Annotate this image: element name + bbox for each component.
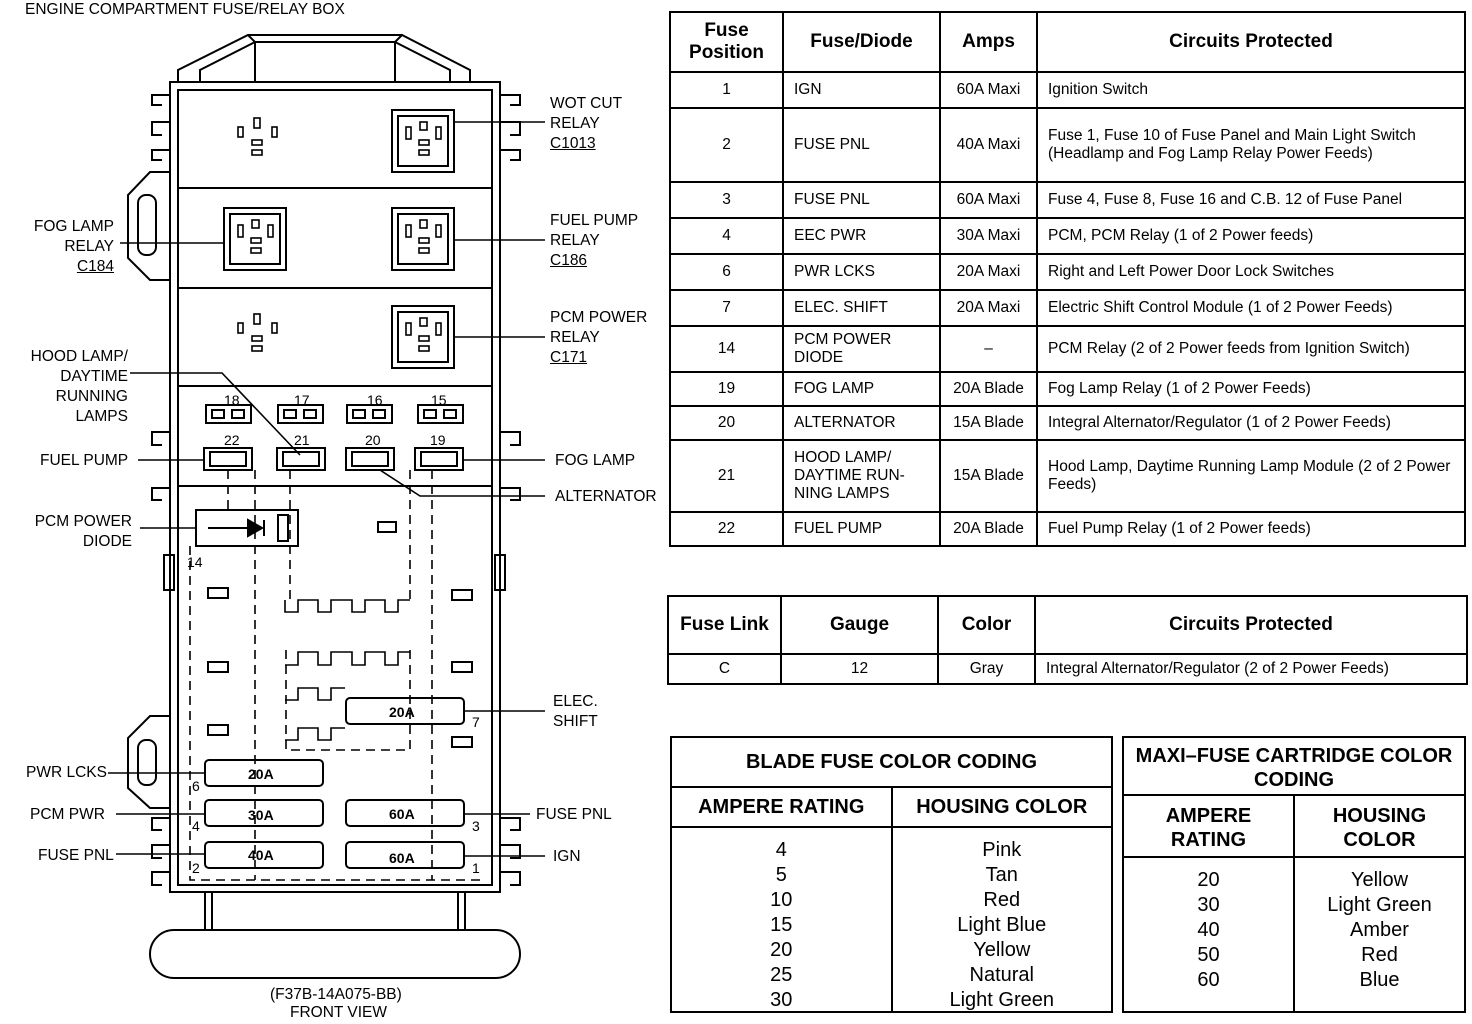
maxi-color: Blue <box>1359 969 1400 991</box>
amps-cell: 15A Blade <box>940 406 1037 440</box>
circuit-cell: Fuse 1, Fuse 10 of Fuse Panel and Main Light Switch (Headlamp and Fog Lamp Relay Power Feeds) <box>1037 108 1465 182</box>
fuse-diode-cell: ALTERNATOR <box>783 406 940 440</box>
fuse-table-header <box>670 12 1465 72</box>
blade-rating: 10 <box>770 889 793 911</box>
position-cell: 6 <box>670 254 783 290</box>
maxi-color: Light Green <box>1327 894 1432 916</box>
amps-cell: 20A Blade <box>940 372 1037 406</box>
maxi-rating-7: 20A <box>389 704 415 720</box>
table-row <box>670 406 1465 440</box>
pcm-power-relay-label: PCM POWER RELAY C171 <box>550 309 648 366</box>
maxi-rating-3: 60A <box>389 806 415 822</box>
blade-fuse-color-coding <box>670 736 1113 1013</box>
circuit-cell: Integral Alternator/Regulator (1 of 2 Power Feeds) <box>1037 406 1465 440</box>
blade-coding-title: BLADE FUSE COLOR CODING <box>672 738 1111 788</box>
header-gauge: Gauge <box>781 596 938 654</box>
amps-cell: 40A Maxi <box>940 108 1037 182</box>
amps-cell: 15A Blade <box>940 440 1037 512</box>
fuse-diode-cell: PCM POWER DIODE <box>783 326 940 372</box>
maxi-color-header: HOUSING COLOR <box>1295 796 1464 858</box>
maxi-rating-4: 30A <box>248 807 274 823</box>
wot-relay-label: WOT CUT RELAY C1013 <box>550 95 623 152</box>
circuit-cell: Fuse 4, Fuse 8, Fuse 16 and C.B. 12 of Fuse Panel <box>1037 182 1465 218</box>
header-amps: Amps <box>940 12 1037 72</box>
link-cell: C <box>668 654 781 684</box>
maxi-rating-1: 60A <box>389 850 415 866</box>
blade-color-header: HOUSING COLOR <box>893 788 1112 828</box>
fuel-pump-relay-label: FUEL PUMP RELAY C186 <box>550 212 639 269</box>
amps-cell: 60A Maxi <box>940 72 1037 108</box>
blade-rating: 25 <box>770 964 793 986</box>
fuse-diode-cell: EEC PWR <box>783 218 940 254</box>
circuit-cell: PCM, PCM Relay (1 of 2 Power feeds) <box>1037 218 1465 254</box>
maxi-color: Amber <box>1350 919 1409 941</box>
table-row <box>670 254 1465 290</box>
pwr-lcks-label: PWR LCKS <box>26 764 107 781</box>
circuit-cell: Fuel Pump Relay (1 of 2 Power feeds) <box>1037 512 1465 546</box>
slot-18: 18 <box>224 392 240 408</box>
table-row <box>668 654 1467 684</box>
elec-shift-label: ELEC. SHIFT <box>553 693 598 730</box>
view-label: FRONT VIEW <box>290 1004 388 1021</box>
table-row <box>670 440 1465 512</box>
maxi-fuse-color-coding <box>1122 736 1466 1013</box>
position-cell: 2 <box>670 108 783 182</box>
fuse-diode-cell: IGN <box>783 72 940 108</box>
circuit-cell: Ignition Switch <box>1037 72 1465 108</box>
maxi-rating: 50 <box>1197 944 1220 966</box>
amps-cell: 30A Maxi <box>940 218 1037 254</box>
blade-color: Tan <box>985 864 1018 886</box>
blade-colors-list <box>893 828 1112 1013</box>
fuse-position-table <box>669 11 1466 547</box>
slot-3: 3 <box>472 818 480 834</box>
table-row <box>670 108 1465 182</box>
slot-7: 7 <box>472 714 480 730</box>
header-circuits: Circuits Protected <box>1037 12 1465 72</box>
slot-17: 17 <box>294 392 310 408</box>
table-row <box>670 326 1465 372</box>
fuse-diode-cell: FOG LAMP <box>783 372 940 406</box>
alternator-label: ALTERNATOR <box>555 488 657 505</box>
fuse-diode-cell: FUSE PNL <box>783 182 940 218</box>
slot-6: 6 <box>192 778 200 794</box>
fuse-diode-cell: FUEL PUMP <box>783 512 940 546</box>
fuse-diode-cell: PWR LCKS <box>783 254 940 290</box>
table-row <box>670 290 1465 326</box>
blade-color: Light Green <box>949 989 1054 1011</box>
amps-cell: – <box>940 326 1037 372</box>
circuit-cell: Fog Lamp Relay (1 of 2 Power Feeds) <box>1037 372 1465 406</box>
header-color: Color <box>938 596 1035 654</box>
slot-1: 1 <box>472 860 480 876</box>
maxi-rating: 30 <box>1197 894 1220 916</box>
maxi-rating-6: 20A <box>248 766 274 782</box>
header-fuse-diode: Fuse/Diode <box>783 12 940 72</box>
table-row <box>670 182 1465 218</box>
position-cell: 7 <box>670 290 783 326</box>
pcm-power-diode-label: PCM POWER DIODE <box>34 513 132 550</box>
fuse-box-diagram <box>0 0 660 1024</box>
maxi-colors-list <box>1295 858 1464 993</box>
slot-22: 22 <box>224 432 240 448</box>
blade-color: Light Blue <box>957 914 1047 936</box>
maxi-color: Red <box>1361 944 1398 966</box>
maxi-ratings-list <box>1124 858 1293 993</box>
slot-16: 16 <box>367 392 383 408</box>
slot-14: 14 <box>187 554 203 570</box>
position-cell: 4 <box>670 218 783 254</box>
circuit-cell: Electric Shift Control Module (1 of 2 Power Feeds) <box>1037 290 1465 326</box>
fuse-diode-cell: FUSE PNL <box>783 108 940 182</box>
maxi-rating: 40 <box>1197 919 1220 941</box>
blade-rating: 30 <box>770 989 793 1011</box>
color-cell: Gray <box>938 654 1035 684</box>
amps-cell: 20A Maxi <box>940 290 1037 326</box>
circuit-cell: Integral Alternator/Regulator (2 of 2 Power Feeds) <box>1035 654 1467 684</box>
fuel-pump-label: FUEL PUMP <box>40 452 129 469</box>
link-table-header <box>668 596 1467 654</box>
blade-rating: 20 <box>770 939 793 961</box>
fuse-pnl-left-label: FUSE PNL <box>38 847 114 864</box>
maxi-coding-title: MAXI–FUSE CARTRIDGE COLOR CODING <box>1124 738 1464 796</box>
fuse-diode-cell: ELEC. SHIFT <box>783 290 940 326</box>
hood-lamp-label: HOOD LAMP/ DAYTIME RUNNING LAMPS <box>30 348 128 425</box>
blade-rating: 15 <box>770 914 793 936</box>
slot-4: 4 <box>192 818 200 834</box>
fuse-diode-cell: HOOD LAMP/ DAYTIME RUN- NING LAMPS <box>783 440 940 512</box>
table-row <box>670 512 1465 546</box>
maxi-color: Yellow <box>1350 869 1409 891</box>
maxi-rating: 20 <box>1197 869 1220 891</box>
position-cell: 21 <box>670 440 783 512</box>
slot-21: 21 <box>294 432 310 448</box>
slot-20: 20 <box>365 432 381 448</box>
part-number: (F37B-14A075-BB) <box>270 986 402 1003</box>
fog-lamp-label: FOG LAMP <box>555 452 636 469</box>
maxi-rating: 60 <box>1197 969 1220 991</box>
fuse-pnl-right-label: FUSE PNL <box>536 806 612 823</box>
slot-15: 15 <box>431 392 447 408</box>
pcm-pwr-label: PCM PWR <box>30 806 105 823</box>
blade-color: Pink <box>982 839 1022 861</box>
amps-cell: 20A Maxi <box>940 254 1037 290</box>
position-cell: 19 <box>670 372 783 406</box>
header-link-circuits: Circuits Protected <box>1035 596 1467 654</box>
blade-color: Yellow <box>973 939 1031 961</box>
circuit-cell: PCM Relay (2 of 2 Power feeds from Ignition Switch) <box>1037 326 1465 372</box>
position-cell: 20 <box>670 406 783 440</box>
header-fuse-position: Fuse Position <box>670 12 783 72</box>
fuse-link-table <box>667 595 1468 685</box>
amps-cell: 60A Maxi <box>940 182 1037 218</box>
table-row <box>670 372 1465 406</box>
fog-lamp-relay-label: FOG LAMP RELAY C184 <box>33 218 114 275</box>
amps-cell: 20A Blade <box>940 512 1037 546</box>
header-fuse-link: Fuse Link <box>668 596 781 654</box>
blade-rating: 4 <box>775 839 787 861</box>
gauge-cell: 12 <box>781 654 938 684</box>
table-row <box>670 72 1465 108</box>
blade-ampere-header: AMPERE RATING <box>672 788 891 828</box>
position-cell: 22 <box>670 512 783 546</box>
slot-19: 19 <box>430 432 446 448</box>
diagram-title: ENGINE COMPARTMENT FUSE/RELAY BOX <box>25 1 345 18</box>
slot-2: 2 <box>192 860 200 876</box>
ign-label: IGN <box>553 848 581 865</box>
circuit-cell: Hood Lamp, Daytime Running Lamp Module (2 of 2 Power Feeds) <box>1037 440 1465 512</box>
blade-color: Natural <box>969 964 1034 986</box>
blade-color: Red <box>983 889 1021 911</box>
table-row <box>670 218 1465 254</box>
blade-rating: 5 <box>775 864 787 886</box>
maxi-ampere-header: AMPERE RATING <box>1124 796 1293 858</box>
maxi-rating-2: 40A <box>248 847 274 863</box>
circuit-cell: Right and Left Power Door Lock Switches <box>1037 254 1465 290</box>
position-cell: 1 <box>670 72 783 108</box>
position-cell: 14 <box>670 326 783 372</box>
position-cell: 3 <box>670 182 783 218</box>
blade-ratings-list <box>672 828 891 1013</box>
